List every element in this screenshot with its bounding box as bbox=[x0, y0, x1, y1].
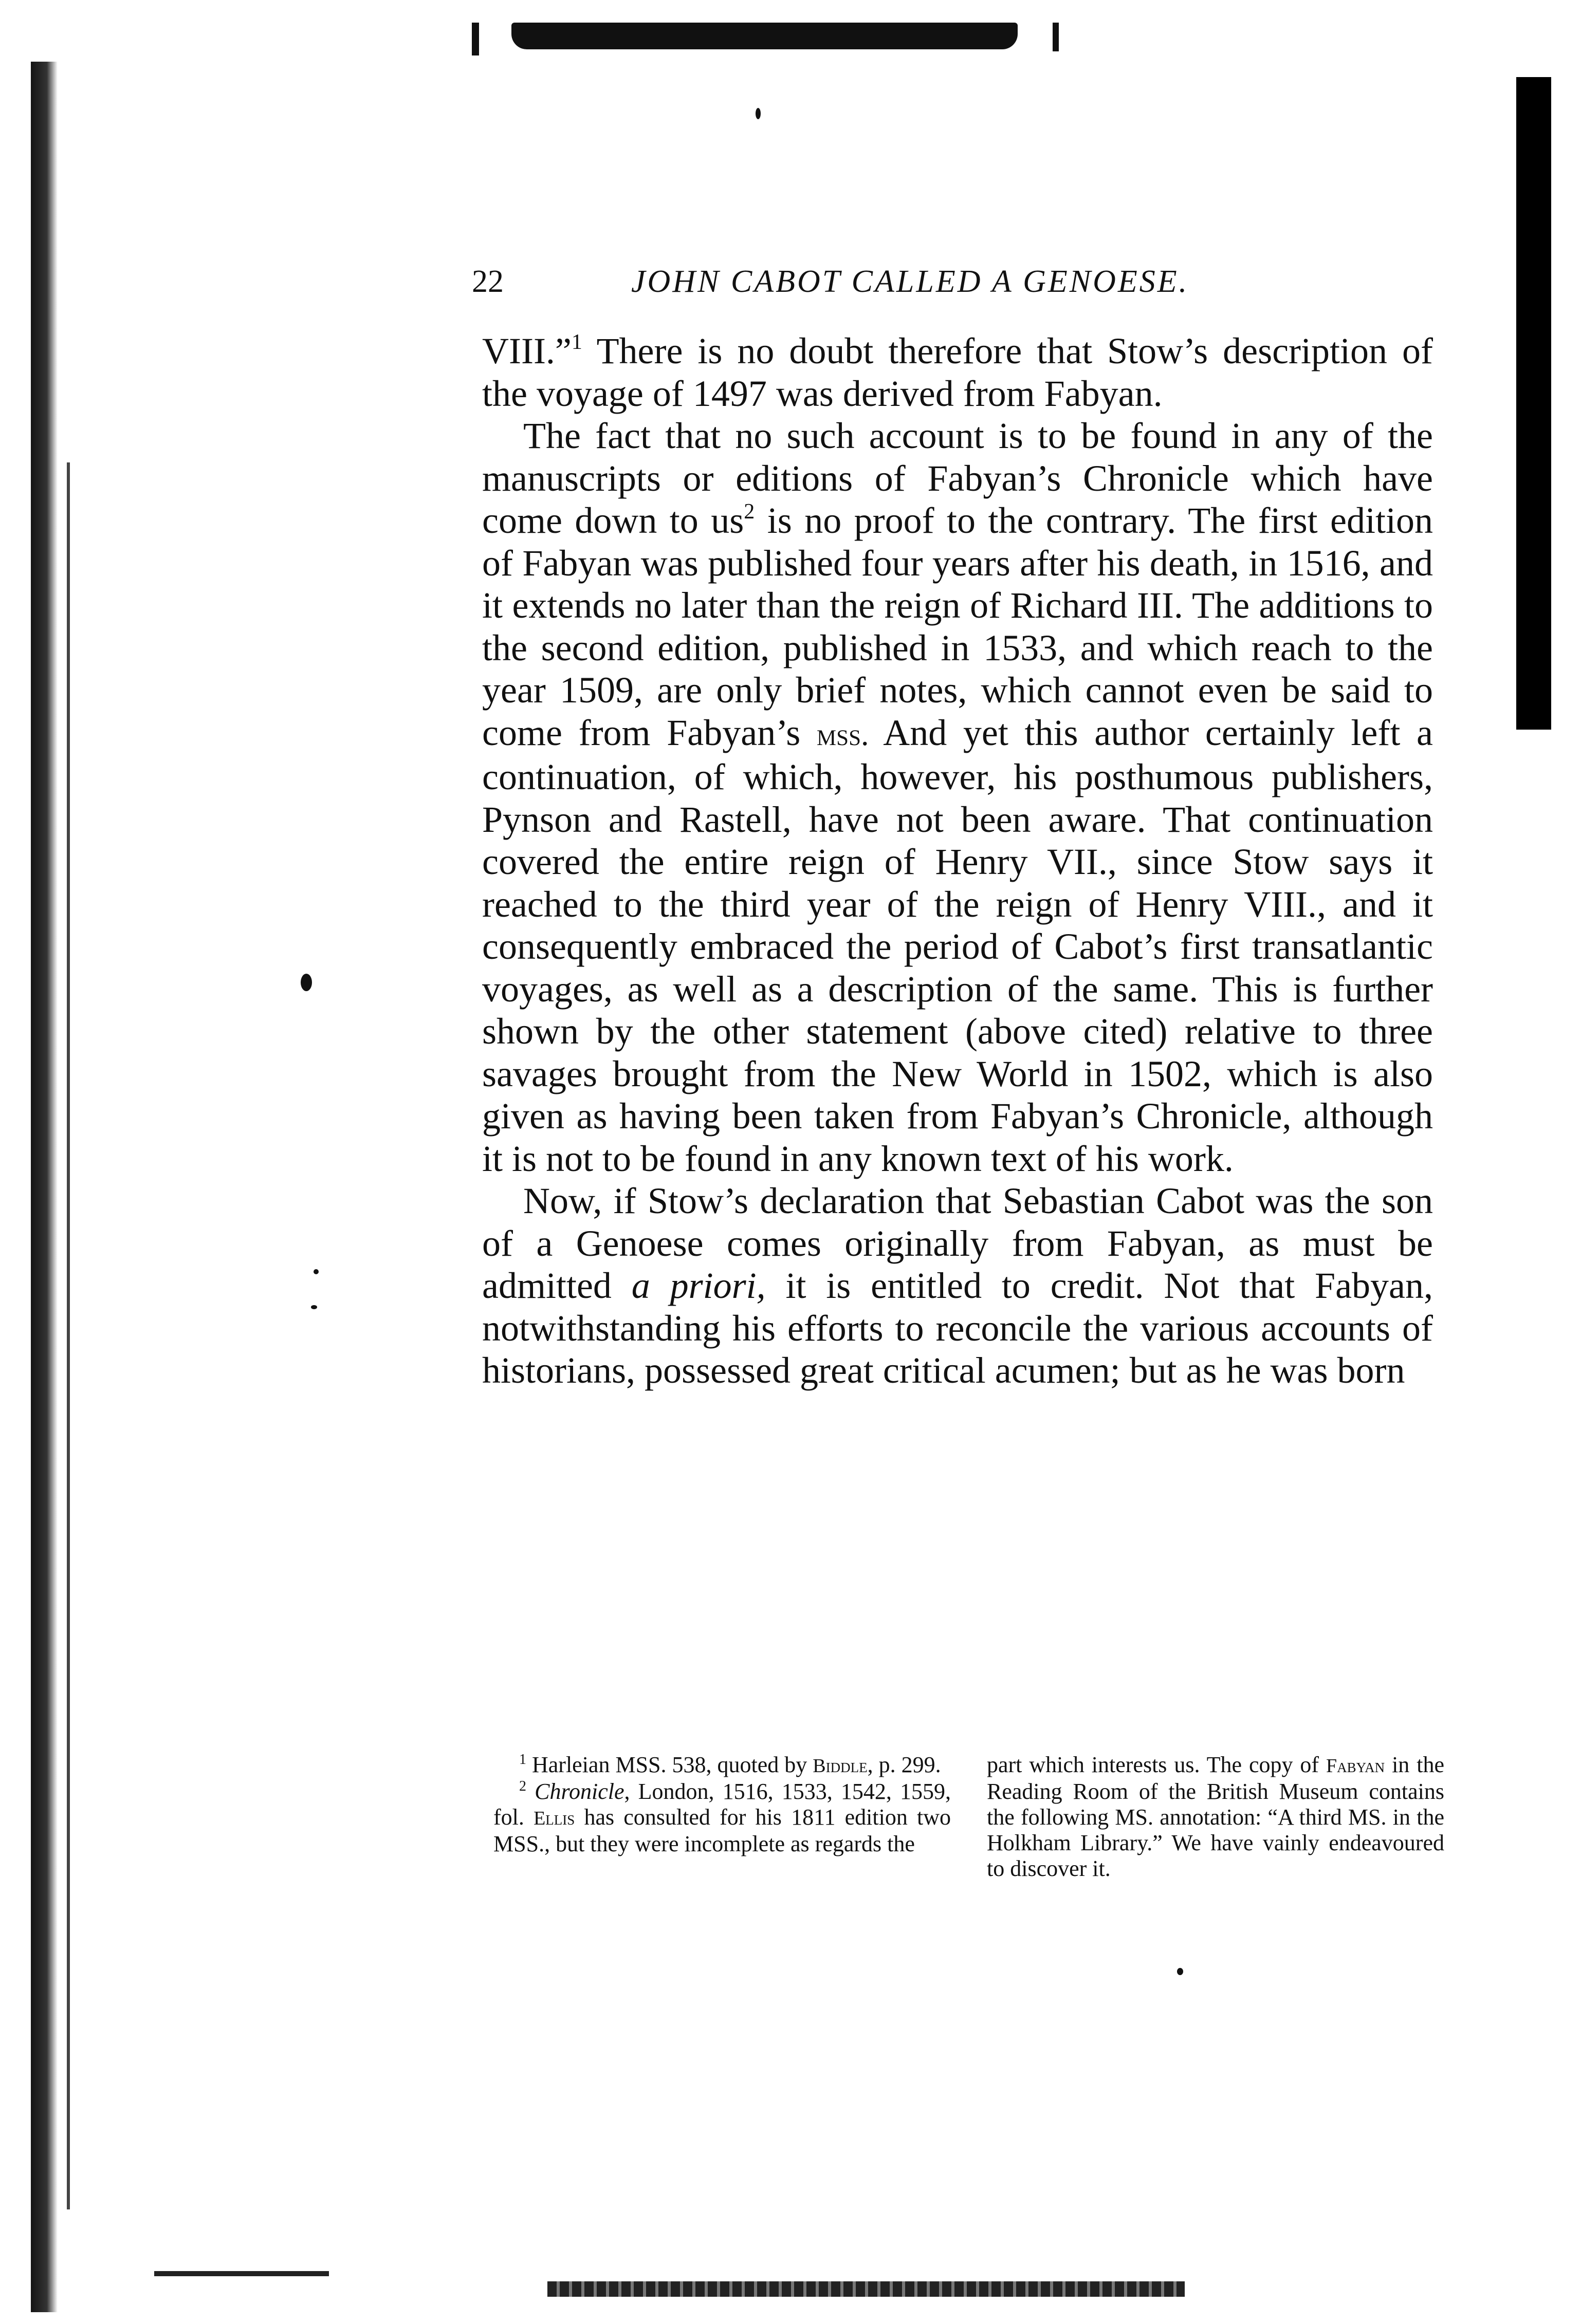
footnote-number: 2 bbox=[519, 1778, 526, 1794]
paragraph-text: The fact that no such account is to be found in any of the manuscripts or editions of Fabyan’s Chronicle which have come down to us bbox=[482, 415, 1433, 541]
paragraph bbox=[482, 415, 1433, 1180]
footnote bbox=[493, 1752, 951, 1779]
footnote-text: Harleian MSS. 538, quoted by bbox=[526, 1752, 813, 1777]
paragraph-text: is no proof to the contrary. The first edition of Fabyan was published four years after his death, in 1516, and it extends no later than the reign of Richard III. The additions to the second edition, published in 1533, and which reach to the year 1509, are only brief notes, which cannot even be said to come from Fabyan’s bbox=[482, 500, 1433, 753]
scan-speck bbox=[1177, 1968, 1183, 1975]
italic-text: Chronicle bbox=[526, 1779, 624, 1804]
scan-speck bbox=[301, 974, 312, 991]
scan-mark bbox=[472, 23, 479, 55]
scan-edge-top bbox=[511, 23, 1018, 49]
footnote-ref: 1 bbox=[571, 330, 582, 354]
italic-text: a priori, bbox=[631, 1265, 766, 1306]
paragraph-text: Now, if Stow’s declaration that Sebastian Cabot was the son of a Genoese comes originally from Fabyan, as must be admitted bbox=[482, 1180, 1433, 1306]
running-head bbox=[472, 261, 1438, 302]
footnote-column-right bbox=[987, 1752, 1444, 1882]
scan-edge-bottom-left bbox=[154, 2271, 329, 2276]
scan-edge-left-line bbox=[67, 462, 70, 2209]
footnote-ref: 2 bbox=[744, 500, 755, 524]
small-caps-text: mss. bbox=[816, 717, 869, 752]
footnotes bbox=[493, 1752, 1444, 1882]
running-title: JOHN CABOT CALLED A GENOESE. bbox=[631, 264, 1189, 299]
scan-speck bbox=[311, 1305, 317, 1309]
scan-speck bbox=[314, 1269, 319, 1274]
footnote-text: part which interests us. The copy of bbox=[987, 1752, 1326, 1777]
scan-speck bbox=[756, 108, 761, 119]
footnote-text: , p. 299. bbox=[867, 1752, 941, 1777]
footnote-text: in the Reading Room of the British Museum contains the following MS. annotation: “A third MS. in the Holkham Library.” We have vainly endeavoured to discover it. bbox=[987, 1752, 1444, 1881]
small-caps-text: Ellis bbox=[534, 1808, 575, 1829]
scan-mark bbox=[1053, 23, 1059, 51]
paragraph bbox=[482, 1180, 1433, 1392]
paragraph-text: And yet this author certainly left a continuation, of which, however, his posthumous publishers, Pynson and Rastell, have not been aware. That continuation covered the entire reign of Henry VII., since Stow says it reached to the third year of the reign of Henry VIII., and it consequently embraced the period of Cabot’s first transatlantic voyages, as well as a description of the same. This is further shown by the other statement (above cited) relative to three savages brought from the New World in 1502, which is also given as having been taken from Fabyan’s Chronicle, although it is not to be found in any known text of his work. bbox=[482, 712, 1433, 1179]
footnote-text: has consulted for his 1811 edition two MSS., but they were incomplete as regards the bbox=[493, 1805, 951, 1856]
footnote-text: , London, 1516, 1533, 1542, 1559, fol. bbox=[493, 1779, 951, 1830]
footnote-column-left bbox=[493, 1752, 951, 1882]
paragraph-text: There is no doubt therefore that Stow’s description of the voyage of 1497 was derived from Fabyan. bbox=[482, 330, 1433, 414]
paragraph bbox=[482, 330, 1433, 415]
footnote-continuation bbox=[987, 1752, 1444, 1882]
footnote bbox=[493, 1779, 951, 1857]
small-caps-text: Biddle bbox=[813, 1755, 868, 1777]
scan-edge-left bbox=[31, 62, 58, 2312]
footnote-number: 1 bbox=[519, 1752, 526, 1768]
paragraph-text: it is entitled to credit. Not that Fabyan, notwithstanding his efforts to reconcile the various accounts of historians, possessed great critical acumen; but as he was born bbox=[482, 1265, 1433, 1391]
page-number: 22 bbox=[472, 264, 504, 299]
scan-edge-right bbox=[1516, 77, 1551, 730]
body-text bbox=[482, 330, 1433, 1392]
paragraph-text: VIII.” bbox=[482, 330, 572, 371]
small-caps-text: Fabyan bbox=[1326, 1755, 1385, 1777]
scan-edge-bottom bbox=[547, 2281, 1185, 2297]
